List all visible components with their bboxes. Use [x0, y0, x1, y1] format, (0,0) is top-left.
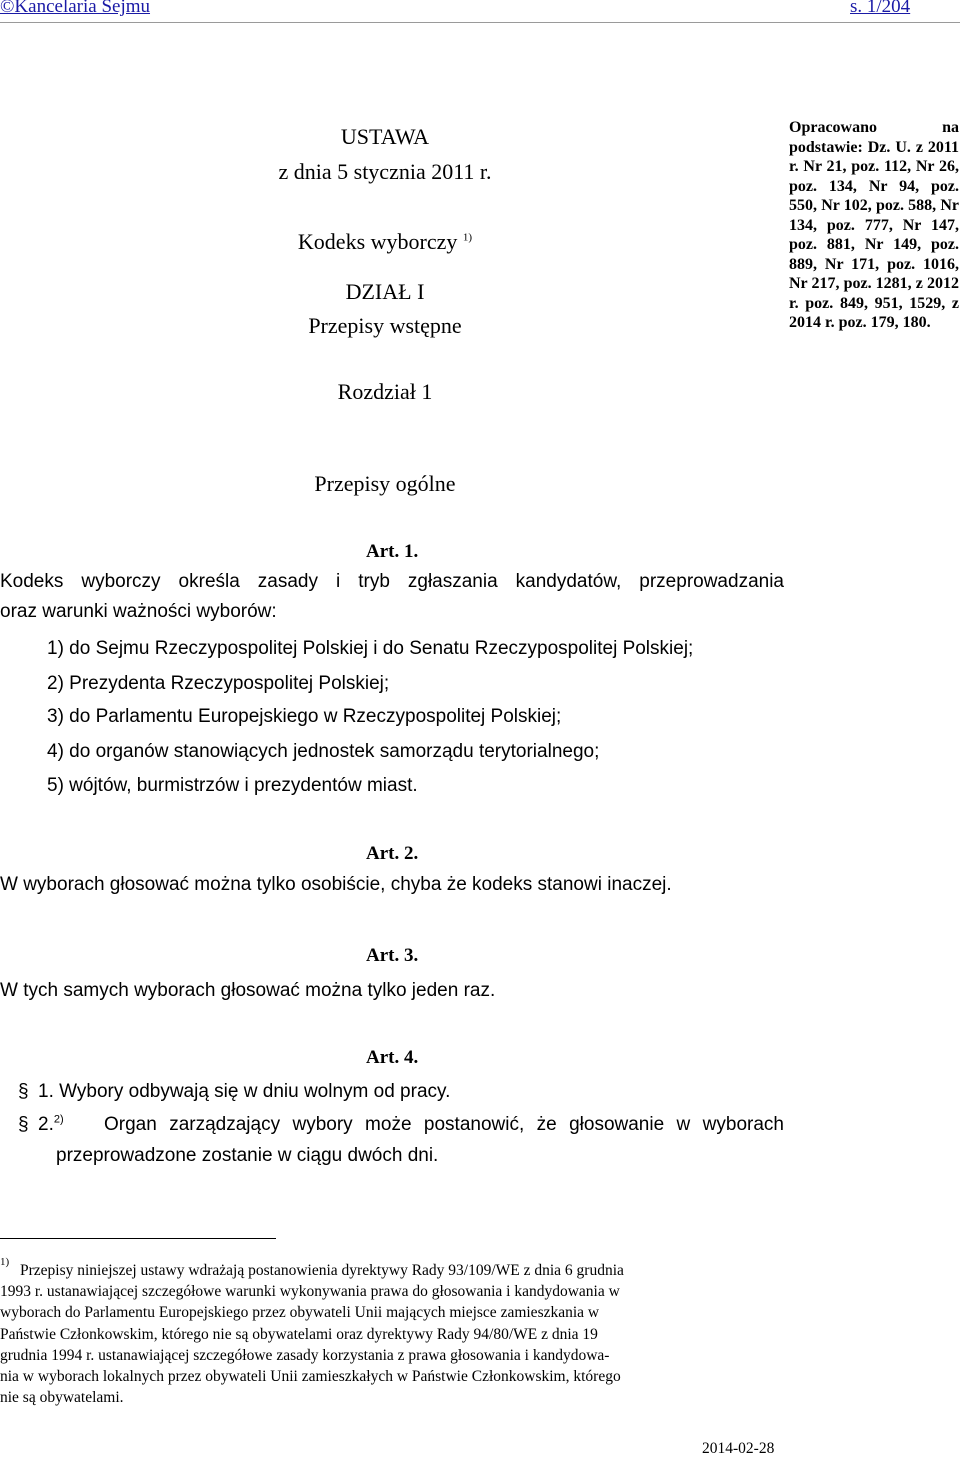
- chapter-title: Przepisy ogólne: [314, 471, 456, 496]
- art-1-item: 1) do Sejmu Rzeczypospolitej Polskiej i do Senatu Rzeczypospolitej Polskiej;: [47, 638, 694, 659]
- header-divider: [0, 22, 960, 23]
- footnote-line: Przepisy niniejszej ustawy wdrażają postanowienia dyrektywy Rady 93/109/WE z dnia 6 grudnia: [20, 1262, 624, 1279]
- footnote-marker: 1): [0, 1256, 10, 1268]
- art-1-item: 2) Prezydenta Rzeczypospolitej Polskiej;: [47, 673, 390, 694]
- header-source-link[interactable]: ©Kancelaria Sejmu: [0, 0, 151, 17]
- footnote-line: grudnia 1994 r. ustanawiającej szczegółowe zasady korzystania z prawa głosowania i kandydowa-: [0, 1346, 610, 1364]
- art-1-item: 4) do organów stanowiących jednostek samorządu terytorialnego;: [47, 741, 600, 762]
- art-2-heading: Art. 2.: [366, 843, 419, 864]
- act-name: [0, 229, 770, 255]
- footnote-line: nia w wyborach lokalnych przez obywateli Unii zamieszkałych w Państwie Członkowskim, którego: [0, 1368, 621, 1386]
- footnote-line: nie są obywatelami.: [0, 1389, 124, 1407]
- section-symbol: §: [18, 1081, 29, 1102]
- art-4-par-2-line1: Organ zarządzający wybory może postanowić, że głosowanie w wyborach: [104, 1114, 784, 1135]
- footnote-line: wyborach do Parlamentu Europejskiego przez obywateli Unii mających miejsce zamieszkania w: [0, 1304, 600, 1322]
- art-1-intro-line1: Kodeks wyborczy określa zasady i tryb zgłaszania kandydatów, przeprowadzania: [0, 571, 784, 592]
- footnote-ref-1[interactable]: 1): [462, 231, 473, 244]
- chapter-heading: Rozdział 1: [337, 379, 433, 404]
- footnote-line: Państwie Członkowskim, którego nie są obywatelami oraz dyrektywy Rady 94/80/WE z dnia 19: [0, 1325, 598, 1343]
- art-2-text: W wyborach głosować można tylko osobiście, chyba że kodeks stanowi inaczej.: [0, 874, 672, 895]
- art-3-heading: Art. 3.: [366, 945, 419, 966]
- art-1-intro-line2: oraz warunki ważności wyborów:: [0, 601, 277, 622]
- footnote-line: 1993 r. ustanawiającej szczegółowe warunki wykonywania prawa do głosowania i kandydowania w: [0, 1283, 620, 1301]
- art-3-text: W tych samych wyborach głosować można tylko jeden raz.: [0, 980, 496, 1001]
- footnote-text: [0, 1260, 784, 1408]
- source-note: Opracowano na podstawie: Dz. U. z 2011 r. Nr 21, poz. 112, Nr 26, poz. 134, Nr 94, poz. 550, Nr 102, poz. 588, Nr 134, poz. 777, Nr 147, poz. 881, Nr 149, poz. 889, Nr 171, poz. 1016, Nr 217, poz. 1281, z 2012 r. poz. 849, 951, 1529, z 2014 r. poz. 179, 180.: [789, 119, 959, 331]
- art-1-item: 3) do Parlamentu Europejskiego w Rzeczypospolitej Polskiej;: [47, 706, 562, 727]
- art-4-par-2-num: [38, 1114, 64, 1136]
- act-name-text: Kodeks wyborczy: [297, 229, 458, 254]
- art-1-item: 5) wójtów, burmistrzów i prezydentów miast.: [47, 775, 418, 796]
- act-date: z dnia 5 stycznia 2011 r.: [278, 159, 492, 184]
- art-1-heading: Art. 1.: [366, 541, 419, 562]
- division-title: Przepisy wstępne: [308, 313, 462, 338]
- division-heading: DZIAŁ I: [345, 279, 425, 304]
- header-page-number[interactable]: s. 1/204: [850, 0, 911, 17]
- art-4-par-1: 1. Wybory odbywają się w dniu wolnym od pracy.: [38, 1081, 451, 1102]
- footnote-ref-2[interactable]: 2): [53, 1113, 64, 1126]
- art-4-par-2-number: 2.: [38, 1114, 54, 1135]
- footer-date: 2014-02-28: [702, 1440, 775, 1457]
- art-4-heading: Art. 4.: [366, 1047, 419, 1068]
- section-symbol: §: [18, 1114, 29, 1135]
- art-4-par-2-line2: przeprowadzone zostanie w ciągu dwóch dni.: [56, 1145, 439, 1166]
- act-type: USTAWA: [340, 124, 430, 149]
- footnote-divider: [0, 1238, 276, 1239]
